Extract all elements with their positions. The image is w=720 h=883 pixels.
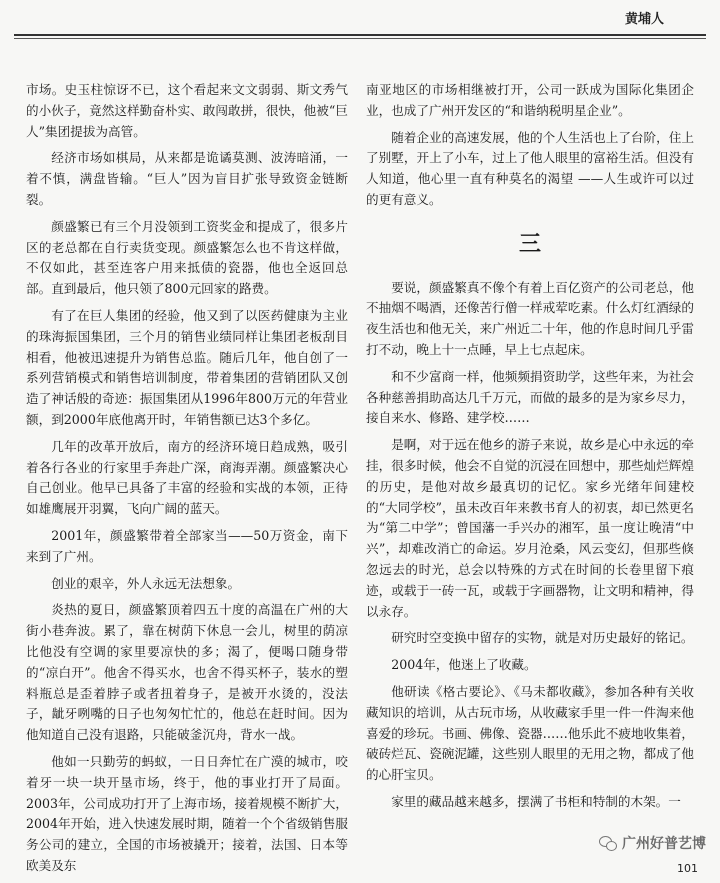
left-column — [26, 80, 348, 883]
header-rule — [14, 34, 706, 36]
paragraph: 创业的艰辛，外人永远无法想象。 — [51, 575, 241, 591]
paragraph: 几年的改革开放后，南方的经济环境日趋成熟，吸引着各行各业的行家里手奔赴广深，商海弄潮。颜盛繁决心自己创业。他早已具备了丰富的经验和实战的本领，正待如雄鹰展开羽翼，飞向广阔的蓝天。 — [26, 438, 348, 517]
paragraph: 是啊，对于远在他乡的游子来说，故乡是心中永远的牵挂，很多时候，他会不自觉的沉浸在回想中，那些灿烂辉煌的历史，是他对故乡最真切的记忆。家乡光绪年间建校的“大同学校”，虽未改百年来教书育人的初衷，却已然更名为“第二中学”；曾国藩一手兴办的湘军，虽一度让晚清“中兴”，却难改消亡的命运。岁月沧桑，风云变幻，但那些倏忽远去的时光，总会以特殊的方式在时间的长卷里留下痕迹，或载于一砖一瓦，或载于字画器物，让文明和精神，得以永存。 — [366, 437, 694, 619]
paragraph: 他研读《格古要论》、《马未都收藏》，参加各种有关收藏知识的培训，从古玩市场，从收藏家手里一件一件淘来他喜爱的珍玩。书画、佛像、瓷器……他乐此不疲地收集着，破砖烂瓦、瓷碗泥罐，这些别人眼里的无用之物，都成了他的心肝宝贝。 — [366, 683, 694, 783]
paragraph: 颜盛繁已有三个月没领到工资奖金和提成了，很多片区的老总都在自行卖货变现。颜盛繁怎么也不肯这样做，不仅如此，甚至连客户用来抵债的瓷器，他也全返回总部。直到最后，他只领了800元回家的路费。 — [26, 218, 348, 297]
watermark — [599, 833, 706, 853]
running-header: 黄埔人 — [624, 12, 664, 27]
paragraph: 经济市场如棋局，从来都是诡谲莫测、波涛暗涌，一着不慎，满盘皆输。“巨人”因为盲目扩张导致资金链断裂。 — [26, 150, 348, 207]
section-heading: 三 — [518, 231, 541, 257]
paragraph: 和不少富商一样，他频频捐资助学，这些年来，为社会各种慈善捐助高达几千万元，而做的最多的是为家乡尽力，接自来水、修路、建学校…… — [366, 368, 694, 426]
paragraph: 南亚地区的市场相继被打开，公司一跃成为国际化集团企业，也成了广州开发区的“和谐纳税明星企业”。 — [366, 82, 694, 118]
right-column — [366, 80, 694, 819]
paragraph: 研究时空变换中留存的实物，就是对历史最好的铭记。 — [391, 630, 694, 646]
paragraph: 市场。史玉柱惊讶不已，这个看起来文文弱弱、斯文秀气的小伙子，竟然这样勤奋朴实、敢闯敢拼，很快，他被“巨人”集团提拔为高管。 — [26, 82, 348, 139]
page-number: 101 — [677, 862, 698, 875]
header-rule-thin — [14, 38, 706, 39]
paragraph: 有了在巨人集团的经验，他又到了以医药健康为主业的珠海振国集团，三个月的销售业绩同样让集团老板刮目相看，他被迅速提升为销售总监。随后几年，他自创了一系列营销模式和销售培训制度，带着集团的营销团队又创造了神话般的奇迹：振国集团从1996年800万元的年营业额，到2000年底他离开时，年销售额已达3个多亿。 — [26, 307, 348, 427]
paragraph: 他如一只勤劳的蚂蚁，一日日奔忙在广漠的城市，咬着牙一块一块开垦市场，终于，他的事业打开了局面。2003年，公司成功打开了上海市场，接着规模不断扩大，2004年开始，进入快速发展时期，随着一个个省级销售服务公司的建立，全国的市场被撬开；接着，法国、日本等欧美及东 — [26, 753, 348, 873]
paragraph: 家里的藏品越来越多，摆满了书柜和特制的木架。一 — [391, 793, 681, 809]
paragraph: 要说，颜盛繁真不像个有着上百亿资产的公司老总，他不抽烟不喝酒，还像苦行僧一样戒荤吃素。什么灯红酒绿的夜生活也和他无关，来广州近二十年，他的作息时间几乎雷打不动，晚上十一点睡，早上七点起床。 — [366, 279, 694, 357]
paragraph: 炎热的夏日，颜盛繁顶着四五十度的高温在广州的大街小巷奔波。累了，靠在树荫下休息一会儿，树里的荫凉比他没有空调的家里要凉快的多；渴了，便喝口随身带的“凉白开”。他舍不得买水，也舍不得买杯子，装水的塑料瓶总是歪着脖子或者扭着身子，是被开水烫的，没法子，龇牙咧嘴的日子也匆匆忙忙的，他总在赶时间。因为他知道自己没有退路，只能破釜沉舟，背水一战。 — [26, 602, 348, 743]
paragraph: 2001年，颜盛繁带着全部家当——50万资金，南下来到了广州。 — [26, 527, 348, 564]
watermark-text: 广州好普艺博 — [622, 836, 706, 852]
wechat-icon — [599, 836, 617, 850]
paragraph: 2004年，他迷上了收藏。 — [391, 657, 537, 673]
paragraph: 随着企业的高速发展，他的个人生活也上了台阶，住上了别墅，开上了小车，过上了他人眼里的富裕生活。但没有人知道，他心里一直有种莫名的渴望 ——人生或许可以过的更有意义。 — [366, 129, 694, 207]
